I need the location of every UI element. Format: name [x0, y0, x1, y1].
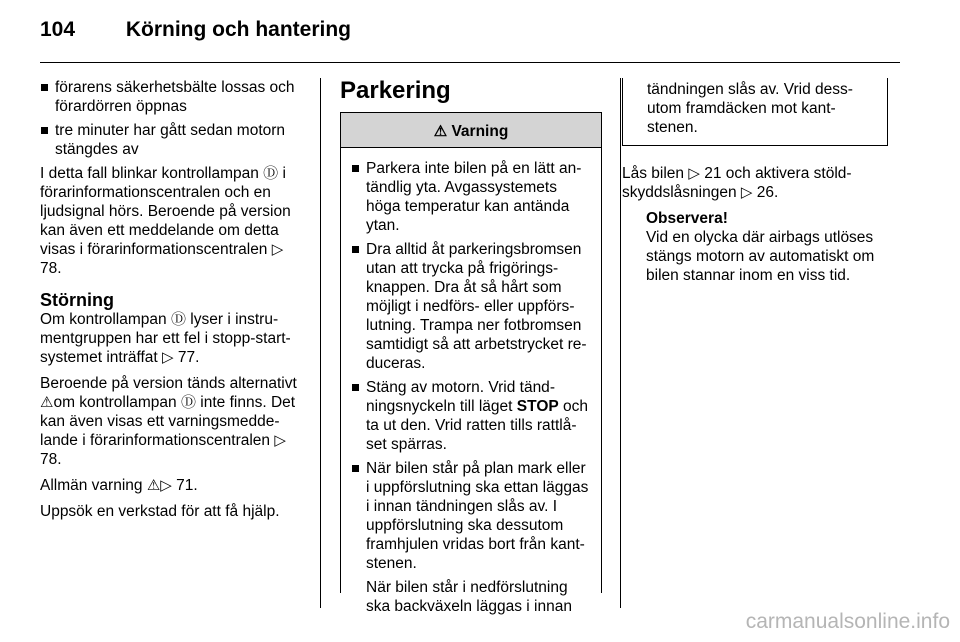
reference-arrow-icon: ▷	[162, 349, 174, 366]
page-header	[40, 18, 351, 42]
warning-triangle-icon: ⚠	[146, 477, 161, 494]
page-title: Körning och hantering	[125, 18, 351, 41]
watermark: carmanualsonline.info	[745, 610, 950, 633]
paragraph: Beroende på version tänds alternativt ⚠om kontrollampan Ⓓ inte finns. Det kan även visas ett varningsmeddelande i förarinformationscentralen ▷ 78.	[40, 375, 297, 468]
column-2	[340, 77, 602, 615]
header-rule	[40, 62, 900, 63]
paragraph: I detta fall blinkar kontrollampan Ⓓ i förarinformationscentralen och en ljudsignal hörs. Beroende på version kan även ett meddelande om detta visas i förarinformationscentralen ▷ 78.	[40, 165, 291, 277]
warning-body	[341, 148, 601, 620]
list-item: Parkera inte bilen på en lätt antändlig yta. Avgassystemets höga temperatur kan antända ytan.	[351, 159, 591, 235]
column-1	[40, 78, 306, 528]
list-item: förarens säkerhetsbälte lossas och förardörren öppnas	[40, 78, 306, 116]
paragraph: Lås bilen ▷ 21 och aktivera stöldskyddslåsningen ▷ 26.	[622, 165, 852, 201]
stop-start-lamp-icon: Ⓓ	[170, 311, 186, 328]
note	[622, 209, 890, 285]
list-item: Stäng av motorn. Vrid tändningsnyckeln till läget STOP och ta ut den. Vrid ratten tills rattlåset spärras.	[351, 378, 591, 454]
section-heading: Störning	[40, 290, 114, 310]
paragraph: Om kontrollampan Ⓓ lyser i instrumentgruppen har ett fel i stopp-start-systemet inträffat ▷ 77.	[40, 311, 291, 366]
column-divider-2	[620, 78, 621, 608]
warning-box-continued	[622, 78, 888, 146]
reference-arrow-icon: ▷	[271, 241, 284, 258]
warning-box	[340, 112, 602, 615]
page-section-title: Parkering	[340, 77, 451, 104]
paragraph: Uppsök en verkstad för att få hjälp.	[40, 503, 280, 520]
reference-arrow-icon: ▷	[160, 477, 172, 494]
list-item: När bilen står på plan mark eller i uppförslutning ska ettan läggas i innan tändningen slås av. I uppförslutning ska dessutom framhjulen vridas bort från kantstenen.	[351, 459, 591, 573]
warning-body-continued: tändningen slås av. Vrid dessutom framdäcken mot kantstenen.	[647, 81, 853, 136]
warning-triangle-icon: ⚠	[433, 123, 448, 140]
note-text: Vid en olycka där airbags utlöses stängs motorn av automatiskt om bilen stannar inom en viss tid.	[646, 229, 875, 284]
warning-header: ⚠ Varning	[341, 113, 601, 148]
list-item: tre minuter har gått sedan motorn stängdes av	[40, 121, 306, 159]
stop-start-lamp-icon: Ⓓ	[180, 394, 196, 411]
reference-arrow-icon: ▷	[688, 165, 700, 182]
column-3	[622, 78, 890, 285]
page-number: 104	[40, 18, 76, 41]
warning-triangle-icon: ⚠	[40, 394, 54, 411]
paragraph: Allmän varning ⚠▷ 71.	[40, 477, 198, 494]
note-title: Observera!	[646, 210, 728, 227]
list-item: Dra alltid åt parkeringsbromsen utan att trycka på frigöringsknappen. Dra åt så hårt som möjligt i nedförs- eller uppförslutning. Trampa ner fotbromsen samtidigt så att arbetstrycket reduceras.	[351, 240, 591, 373]
reference-arrow-icon: ▷	[274, 432, 286, 449]
column-divider-1	[320, 78, 321, 608]
list-item-continuation: När bilen står i nedförslutning ska backväxeln läggas i innan	[366, 579, 572, 615]
stop-start-lamp-icon: Ⓓ	[263, 165, 279, 182]
reference-arrow-icon: ▷	[740, 184, 753, 201]
